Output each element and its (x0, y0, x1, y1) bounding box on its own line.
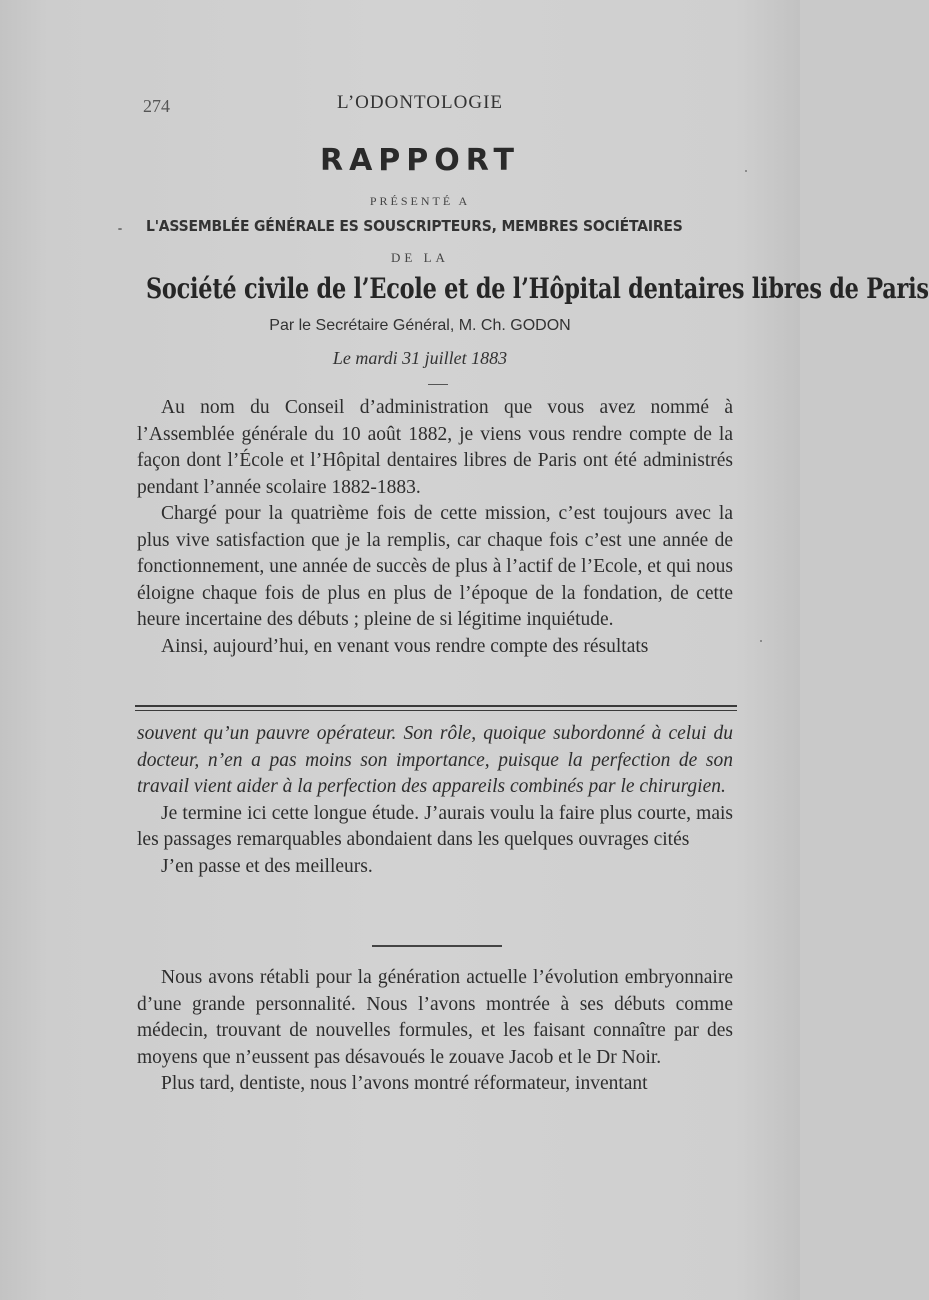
print-speck (118, 228, 122, 230)
short-rule-divider (372, 945, 502, 947)
double-rule-divider (135, 705, 737, 711)
paragraph: Ainsi, aujourd’hui, en venant vous rendre compte des résultats (161, 635, 649, 657)
lower-body-text (137, 721, 733, 880)
paragraph: Nous avons rétabli pour la génération actuelle l’évolution embryonnaire d’une grande personnalité. Nous l’avons montrée à ses débuts comme médecin, trouvant de nouvelles formules, et les faisant connaître par des moyens que n’eussent pas désavoués le zouave Jacob et le Dr Noir. (137, 967, 733, 1068)
running-title: L’ODONTOLOGIE (336, 92, 504, 113)
italic-passage (137, 721, 733, 801)
paragraph: Au nom du Conseil d’administration que vous avez nommé à l’Assemblée générale du 10 août 1882, je viens vous rendre compte de la façon dont l’École et l’Hôpital dentaires libres de Paris ont été administrés pendant l’année scolaire 1882-1883. (137, 397, 733, 498)
print-speck (745, 170, 747, 172)
author-line: Par le Secrétaire Général, M. Ch. GODON (269, 317, 571, 334)
final-body-text (137, 965, 733, 1098)
date-line: Le mardi 31 juillet 1883 (332, 348, 508, 368)
print-speck (760, 640, 762, 642)
upper-body-text (137, 395, 733, 660)
separator-dash (428, 384, 448, 385)
paragraph: souvent qu’un pauvre opérateur. Son rôle, quoique subordonné à celui du docteur, n’en a pas moins son importance, puisque la perfection de son travail vient aider à la perfection des appareils combinés par le chirurgien. (137, 723, 733, 797)
de-la-line: DE LA (391, 250, 449, 265)
paragraph: Je termine ici cette longue étude. J’aurais voulu la faire plus courte, mais les passages remarquables abondaient dans les quelques ouvrages cités (137, 802, 733, 850)
presented-to-line: PRÉSENTÉ A (369, 194, 471, 208)
society-title: Société civile de l’Ecole et de l’Hôpital dentaires libres de Paris (146, 272, 929, 305)
page-number: 274 (143, 96, 170, 116)
report-heading: RAPPORT (319, 143, 520, 178)
paragraph: Chargé pour la quatrième fois de cette mission, c’est toujours avec la plus vive satisfaction que je la remplis, car chaque fois c’est une année de fonctionnement, une année de succès de plus à l’actif de l’Ecole, et qui nous éloigne chaque fois de plus en plus de l’époque de la fondation, de cette heure incertaine des débuts ; pleine de si légitime inquiétude. (137, 503, 733, 630)
paragraph: Plus tard, dentiste, nous l’avons montré réformateur, inventant (161, 1073, 648, 1094)
paragraph: J’en passe et des meilleurs. (161, 855, 373, 877)
assembly-line: L'ASSEMBLÉE GÉNÉRALE ES SOUSCRIPTEURS, MEMBRES SOCIÉTAIRES (146, 217, 683, 235)
